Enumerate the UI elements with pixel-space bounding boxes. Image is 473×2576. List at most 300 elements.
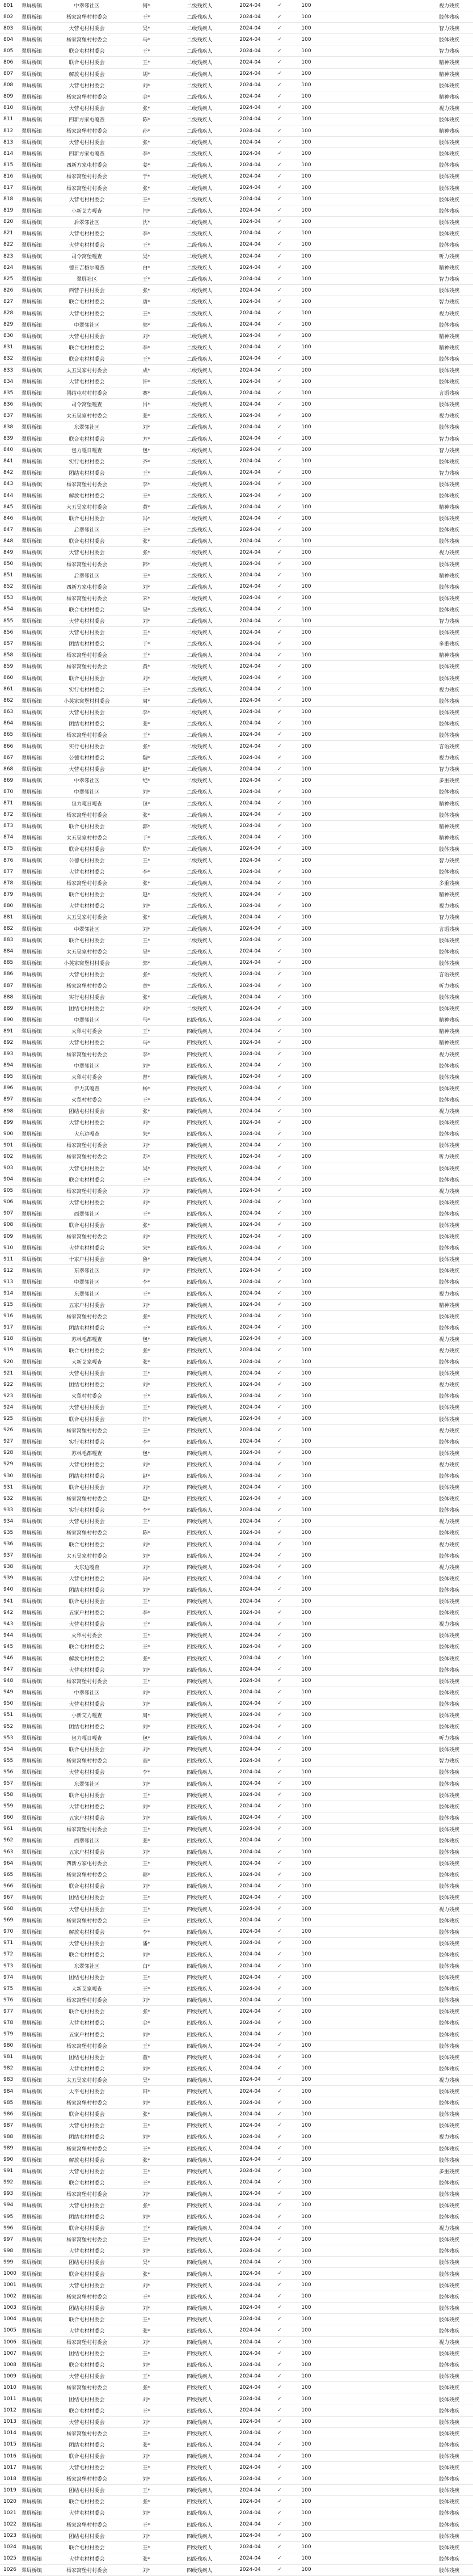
table-row	[0, 2371, 473, 2382]
serial-number: 922	[3, 1381, 14, 1388]
serial-number: 821	[3, 230, 14, 237]
disability-level: 四级残疾人	[187, 1667, 213, 1673]
disability-category: 肢体残疾	[438, 846, 459, 853]
disability-category: 视力残疾	[438, 1291, 459, 1297]
table-row	[0, 2473, 473, 2485]
serial-number: 910	[3, 1245, 14, 1251]
subsidy-amount: 100	[301, 2464, 311, 2470]
table-row	[0, 570, 473, 581]
check-mark: ✓	[277, 2316, 282, 2322]
recipient-name: 王*	[142, 2180, 150, 2186]
table-row	[0, 331, 473, 342]
check-mark: ✓	[277, 1427, 282, 1434]
disability-category: 肢体残疾	[438, 1998, 459, 2004]
village-committee: 杨家窝堡村村委会	[66, 1314, 107, 1320]
table-row	[0, 1961, 473, 1972]
disability-level: 四级残疾人	[187, 1222, 213, 1229]
disability-level: 二级残疾人	[187, 117, 213, 123]
recipient-name: 刘*	[142, 1188, 150, 1195]
town-name: 翠屏桥镇	[22, 2533, 43, 2540]
subsidy-amount: 100	[301, 2157, 311, 2163]
check-mark: ✓	[277, 1781, 282, 1787]
serial-number: 902	[3, 1153, 14, 1160]
disability-category: 肢体残疾	[438, 1531, 459, 1537]
issue-month: 2024-04	[239, 2008, 261, 2014]
subsidy-amount: 100	[301, 2054, 311, 2060]
recipient-name: 刘*	[142, 1952, 150, 1958]
table-row	[0, 2189, 473, 2200]
subsidy-amount: 100	[301, 1450, 311, 1456]
recipient-name: 刘*	[142, 1815, 150, 1822]
town-name: 翠屏桥镇	[22, 494, 43, 500]
village-committee: 公德屯村村委会	[69, 756, 105, 762]
serial-number: 957	[3, 1781, 14, 1787]
disability-category: 视力残疾	[438, 687, 459, 693]
village-committee: 团结屯村村委会	[69, 642, 105, 648]
recipient-name: 纪*	[142, 778, 150, 785]
disability-level: 四级残疾人	[187, 2271, 213, 2278]
recipient-name: 张*	[142, 812, 150, 819]
recipient-name: 李*	[142, 1280, 150, 1286]
table-row	[0, 2155, 473, 2166]
disability-level: 二级残疾人	[187, 904, 213, 910]
town-name: 翠屏桥镇	[22, 1804, 43, 1810]
serial-number: 972	[3, 1951, 14, 1958]
disability-level: 二级残疾人	[187, 322, 213, 328]
village-committee: 大营屯村村委会	[69, 2066, 105, 2072]
issue-month: 2024-04	[239, 1211, 261, 1217]
disability-category: 肢体残疾	[438, 2283, 459, 2289]
disability-level: 四级残疾人	[187, 2317, 213, 2323]
village-committee: 大营屯村村委会	[69, 2021, 105, 2027]
town-name: 翠屏桥镇	[22, 687, 43, 693]
issue-month: 2024-04	[239, 2236, 261, 2242]
village-committee: 联合屯村村委会	[69, 356, 105, 362]
village-committee: 团结屯村村委会	[69, 1895, 105, 1902]
issue-month: 2024-04	[239, 1416, 261, 1422]
check-mark: ✓	[277, 2396, 282, 2402]
subsidy-amount: 100	[301, 230, 311, 237]
disability-category: 肢体残疾	[438, 208, 459, 214]
subsidy-amount: 100	[301, 1609, 311, 1616]
town-name: 翠屏桥镇	[22, 1701, 43, 1708]
subsidy-amount: 100	[301, 2328, 311, 2334]
village-committee: 四新方家屯嘎查	[69, 151, 105, 158]
village-committee: 火犁村村委会	[71, 1394, 102, 1400]
serial-number: 929	[3, 1461, 14, 1468]
table-row	[0, 1106, 473, 1117]
table-row	[0, 832, 473, 844]
disability-level: 四级残疾人	[187, 1793, 213, 1799]
village-committee: 大营屯村村委会	[69, 1667, 105, 1673]
subsidy-amount: 100	[301, 436, 311, 442]
table-row	[0, 855, 473, 866]
town-name: 翠屏桥镇	[22, 1143, 43, 1149]
disability-category: 肢体残疾	[438, 185, 459, 192]
town-name: 翠屏桥镇	[22, 356, 43, 362]
disability-level: 四级残疾人	[187, 1474, 213, 1480]
recipient-name: 王*	[142, 573, 150, 579]
town-name: 翠屏桥镇	[22, 1929, 43, 1936]
subsidy-amount: 100	[301, 1119, 311, 1125]
subsidy-amount: 100	[301, 378, 311, 385]
table-row	[0, 958, 473, 969]
village-committee: 联合屯村村委会	[69, 1222, 105, 1229]
town-name: 翠屏桥镇	[22, 140, 43, 146]
check-mark: ✓	[277, 401, 282, 407]
disability-level: 四级残疾人	[187, 2157, 213, 2164]
disability-level: 二级残疾人	[187, 505, 213, 511]
table-row	[0, 2291, 473, 2303]
village-committee: 大营屯村村委会	[69, 1519, 105, 1525]
subsidy-amount: 100	[301, 2259, 311, 2265]
issue-month: 2024-04	[239, 2498, 261, 2505]
disability-level: 四级残疾人	[187, 1052, 213, 1058]
table-row	[0, 1425, 473, 1436]
subsidy-amount: 100	[301, 1871, 311, 1878]
disability-level: 四级残疾人	[187, 2454, 213, 2460]
check-mark: ✓	[277, 2533, 282, 2539]
disability-level: 四级残疾人	[187, 1804, 213, 1810]
check-mark: ✓	[277, 549, 282, 555]
check-mark: ✓	[277, 48, 282, 54]
subsidy-amount: 100	[301, 663, 311, 669]
town-name: 翠屏桥镇	[22, 2077, 43, 2084]
subsidy-amount: 100	[301, 948, 311, 955]
issue-month: 2024-04	[239, 948, 261, 955]
disability-level: 四级残疾人	[187, 1599, 213, 1605]
recipient-name: 马*	[142, 1040, 150, 1047]
issue-month: 2024-04	[239, 36, 261, 43]
issue-month: 2024-04	[239, 287, 261, 293]
subsidy-amount: 100	[301, 1621, 311, 1627]
village-committee: 实行屯村村委会	[69, 1508, 105, 1514]
town-name: 翠屏桥镇	[22, 117, 43, 123]
town-name: 翠屏桥镇	[22, 2009, 43, 2016]
disability-level: 四级残疾人	[187, 1120, 213, 1127]
village-committee: 大营屯村村委会	[69, 1804, 105, 1810]
check-mark: ✓	[277, 1142, 282, 1148]
issue-month: 2024-04	[239, 390, 261, 396]
recipient-name: 吴*	[142, 2077, 150, 2084]
town-name: 翠屏桥镇	[22, 1257, 43, 1263]
subsidy-amount: 100	[301, 686, 311, 693]
serial-number: 936	[3, 1541, 14, 1548]
town-name: 翠屏桥镇	[22, 49, 43, 55]
town-name: 翠屏桥镇	[22, 106, 43, 112]
table-row	[0, 1014, 473, 1026]
issue-month: 2024-04	[239, 732, 261, 738]
recipient-name: 刘*	[142, 2305, 150, 2312]
issue-month: 2024-04	[239, 2179, 261, 2186]
check-mark: ✓	[277, 1735, 282, 1741]
village-committee: 大营屯村村委会	[69, 197, 105, 203]
table-row	[0, 205, 473, 217]
village-committee: 杨家窝堡村村委会	[66, 482, 107, 488]
check-mark: ✓	[277, 1507, 282, 1513]
serial-number: 804	[3, 36, 14, 43]
disability-level: 二级残疾人	[187, 265, 213, 272]
check-mark: ✓	[277, 1051, 282, 1057]
village-committee: 大营屯村村委会	[69, 870, 105, 876]
subsidy-amount: 100	[301, 1325, 311, 1331]
town-name: 翠屏桥镇	[22, 1884, 43, 1890]
subsidy-amount: 100	[301, 1199, 311, 1205]
check-mark: ✓	[277, 1188, 282, 1194]
table-row	[0, 1949, 473, 1961]
village-committee: 小新艾力嘎查	[71, 208, 102, 214]
table-row	[0, 1037, 473, 1048]
table-row	[0, 273, 473, 285]
recipient-name: 朱*	[142, 1132, 150, 1138]
issue-month: 2024-04	[239, 1347, 261, 1354]
disability-level: 四级残疾人	[187, 1690, 213, 1696]
disability-level: 二级残疾人	[187, 801, 213, 807]
serial-number: 903	[3, 1165, 14, 1171]
issue-month: 2024-04	[239, 1085, 261, 1091]
recipient-name: 李*	[142, 1610, 150, 1617]
town-name: 翠屏桥镇	[22, 1405, 43, 1411]
recipient-name: 刘*	[142, 2397, 150, 2403]
recipient-name: 吴*	[142, 254, 150, 260]
subsidy-amount: 100	[301, 743, 311, 749]
village-committee: 杨家窝堡村村委会	[66, 2237, 107, 2244]
serial-number: 918	[3, 1336, 14, 1342]
check-mark: ✓	[277, 458, 282, 465]
disability-level: 二级残疾人	[187, 482, 213, 488]
subsidy-amount: 100	[301, 2362, 311, 2368]
village-committee: 联合屯村村委会	[69, 1884, 105, 1890]
subsidy-amount: 100	[301, 412, 311, 419]
serial-number: 834	[3, 378, 14, 385]
check-mark: ✓	[277, 253, 282, 259]
check-mark: ✓	[277, 2384, 282, 2391]
village-committee: 杨家窝堡村村委会	[66, 129, 107, 135]
table-row	[0, 2063, 473, 2075]
disability-level: 二级残疾人	[187, 277, 213, 283]
disability-level: 二级残疾人	[187, 516, 213, 522]
check-mark: ✓	[277, 960, 282, 966]
subsidy-amount: 100	[301, 1074, 311, 1080]
issue-month: 2024-04	[239, 2442, 261, 2448]
check-mark: ✓	[277, 743, 282, 749]
table-row	[0, 1493, 473, 1504]
disability-category: 肢体残疾	[438, 1360, 459, 1366]
table-row	[0, 2040, 473, 2052]
disability-category: 肢体残疾	[438, 1485, 459, 1491]
village-committee: 联合屯村村委会	[69, 846, 105, 853]
disability-level: 四级残疾人	[187, 2477, 213, 2483]
table-row	[0, 786, 473, 798]
check-mark: ✓	[277, 1039, 282, 1045]
disability-category: 肢体残疾	[438, 1587, 459, 1593]
disability-level: 四级残疾人	[187, 1987, 213, 1993]
check-mark: ✓	[277, 2259, 282, 2265]
table-row	[0, 1242, 473, 1254]
recipient-name: 刘*	[142, 1690, 150, 1696]
check-mark: ✓	[277, 1199, 282, 1205]
check-mark: ✓	[277, 1929, 282, 1935]
serial-number: 894	[3, 1063, 14, 1069]
check-mark: ✓	[277, 1837, 282, 1844]
issue-month: 2024-04	[239, 2099, 261, 2106]
town-name: 翠屏桥镇	[22, 596, 43, 602]
issue-month: 2024-04	[239, 766, 261, 772]
disability-level: 四级残疾人	[187, 1610, 213, 1617]
issue-month: 2024-04	[239, 1689, 261, 1696]
village-committee: 大营屯村村委会	[69, 1200, 105, 1206]
check-mark: ✓	[277, 1211, 282, 1217]
village-committee: 杨家窝堡村村委会	[66, 1052, 107, 1058]
check-mark: ✓	[277, 185, 282, 191]
table-row	[0, 1094, 473, 1106]
disability-level: 四级残疾人	[187, 1280, 213, 1286]
village-committee: 杨家窝堡村村委会	[66, 15, 107, 21]
disability-level: 四级残疾人	[187, 2260, 213, 2266]
disability-level: 二级残疾人	[187, 106, 213, 112]
check-mark: ✓	[277, 1450, 282, 1456]
check-mark: ✓	[277, 2077, 282, 2083]
serial-number: 1011	[3, 2396, 16, 2402]
disability-level: 二级残疾人	[187, 140, 213, 146]
issue-month: 2024-04	[239, 492, 261, 499]
disability-category: 肢体残疾	[438, 1815, 459, 1822]
village-committee: 大营屯村村委会	[69, 2249, 105, 2255]
subsidy-amount: 100	[301, 2134, 311, 2140]
village-committee: 大营屯村村委会	[69, 83, 105, 89]
disability-level: 二级残疾人	[187, 220, 213, 226]
recipient-name: 刘*	[142, 1781, 150, 1787]
issue-month: 2024-04	[239, 504, 261, 510]
serial-number: 1016	[3, 2453, 16, 2459]
issue-month: 2024-04	[239, 2487, 261, 2493]
disability-level: 四级残疾人	[187, 1713, 213, 1719]
recipient-name: 刘*	[142, 2191, 150, 2198]
serial-number: 933	[3, 1507, 14, 1513]
recipient-name: 包*	[142, 448, 150, 454]
recipient-name: 张*	[142, 2009, 150, 2016]
issue-month: 2024-04	[239, 378, 261, 385]
subsidy-amount: 100	[301, 1393, 311, 1399]
disability-level: 四级残疾人	[187, 2021, 213, 2027]
town-name: 翠屏桥镇	[22, 2328, 43, 2334]
check-mark: ✓	[277, 242, 282, 248]
issue-month: 2024-04	[239, 1473, 261, 1479]
issue-month: 2024-04	[239, 1063, 261, 1069]
disability-level: 二级残疾人	[187, 242, 213, 248]
recipient-name: 王*	[142, 1405, 150, 1411]
village-committee: 联合屯村村委会	[69, 300, 105, 306]
subsidy-amount: 100	[301, 424, 311, 430]
table-row	[0, 2211, 473, 2223]
subsidy-amount: 100	[301, 1689, 311, 1696]
disability-level: 四级残疾人	[187, 1531, 213, 1537]
disability-level: 四级残疾人	[187, 1154, 213, 1161]
table-row	[0, 684, 473, 695]
check-mark: ✓	[277, 1917, 282, 1924]
town-name: 翠屏桥镇	[22, 1895, 43, 1902]
table-row	[0, 1334, 473, 1345]
table-row	[0, 718, 473, 730]
town-name: 翠屏桥镇	[22, 2397, 43, 2403]
disability-level: 二级残疾人	[187, 744, 213, 751]
table-row	[0, 672, 473, 684]
check-mark: ✓	[277, 2328, 282, 2334]
disability-category: 智力残疾	[438, 1759, 459, 1765]
town-name: 翠屏桥镇	[22, 1964, 43, 1970]
town-name: 翠屏桥镇	[22, 938, 43, 944]
disability-category: 肢体残疾	[438, 1451, 459, 1457]
village-committee: 火犁村村委会	[71, 1029, 102, 1035]
check-mark: ✓	[277, 264, 282, 271]
subsidy-amount: 100	[301, 1803, 311, 1810]
disability-level: 四级残疾人	[187, 2363, 213, 2369]
disability-category: 肢体残疾	[438, 2567, 459, 2574]
serial-number: 879	[3, 891, 14, 897]
disability-category: 肢体残疾	[438, 1405, 459, 1411]
village-committee: 联合屯村村委会	[69, 892, 105, 899]
serial-number: 838	[3, 424, 14, 430]
village-committee: 联合屯村村委会	[69, 1599, 105, 1605]
serial-number: 941	[3, 1598, 14, 1604]
subsidy-amount: 100	[301, 1917, 311, 1924]
serial-number: 906	[3, 1199, 14, 1205]
disability-category: 肢体残疾	[438, 630, 459, 636]
disability-category: 视力残疾	[438, 1622, 459, 1628]
issue-month: 2024-04	[239, 1153, 261, 1160]
disability-category: 肢体残疾	[438, 2408, 459, 2414]
issue-month: 2024-04	[239, 1723, 261, 1730]
town-name: 翠屏桥镇	[22, 1679, 43, 1685]
table-row	[0, 1379, 473, 1390]
issue-month: 2024-04	[239, 2111, 261, 2117]
disability-category: 肢体残疾	[438, 732, 459, 739]
village-committee: 实行屯村村委会	[69, 744, 105, 751]
subsidy-amount: 100	[301, 2271, 311, 2277]
table-row	[0, 1596, 473, 1607]
issue-month: 2024-04	[239, 71, 261, 77]
town-name: 翠屏桥镇	[22, 1302, 43, 1309]
issue-month: 2024-04	[239, 1461, 261, 1468]
issue-month: 2024-04	[239, 2533, 261, 2539]
check-mark: ✓	[277, 1701, 282, 1707]
town-name: 翠屏桥镇	[22, 2294, 43, 2300]
disability-category: 肢体残疾	[438, 1610, 459, 1617]
disability-category: 肢体残疾	[438, 1439, 459, 1445]
subsidy-amount: 100	[301, 675, 311, 681]
serial-number: 1009	[3, 2373, 16, 2379]
village-committee: 司令窝堡嘎查	[71, 254, 102, 260]
issue-month: 2024-04	[239, 2373, 261, 2379]
table-row	[0, 1311, 473, 1322]
subsidy-amount: 100	[301, 1302, 311, 1308]
subsidy-amount: 100	[301, 2544, 311, 2550]
disability-category: 肢体残疾	[438, 2180, 459, 2186]
disability-category: 视力残疾	[438, 1382, 459, 1389]
disability-category: 视力残疾	[438, 311, 459, 317]
disability-level: 四级残疾人	[187, 2180, 213, 2186]
recipient-name: 刘*	[142, 2135, 150, 2141]
check-mark: ✓	[277, 139, 282, 145]
check-mark: ✓	[277, 2453, 282, 2459]
table-row	[0, 969, 473, 980]
disability-category: 肢体残疾	[438, 2363, 459, 2369]
village-committee: 五家户村村委会	[69, 1610, 105, 1617]
issue-month: 2024-04	[239, 1131, 261, 1137]
disability-level: 四级残疾人	[187, 1405, 213, 1411]
recipient-name: 刘*	[142, 83, 150, 89]
check-mark: ✓	[277, 2236, 282, 2242]
